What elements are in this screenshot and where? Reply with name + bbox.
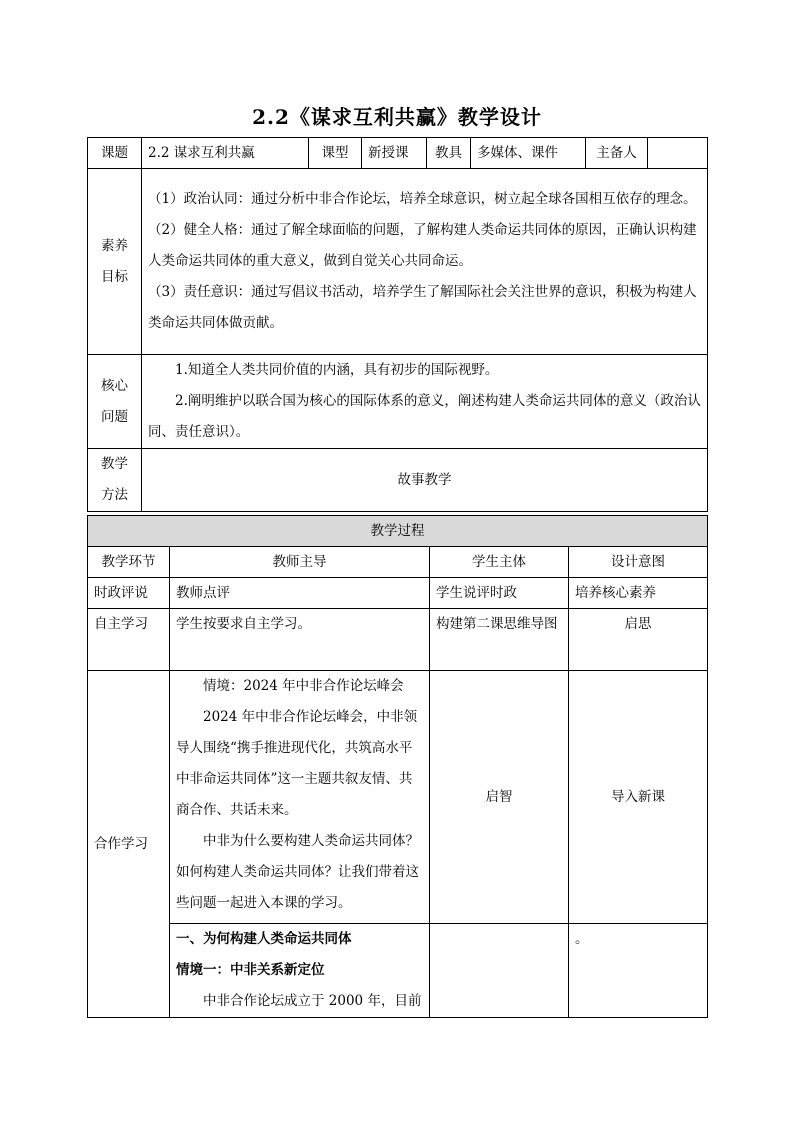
process-table [87, 515, 708, 1018]
coop-label: 合作学习 [88, 671, 170, 1018]
coop-teacher-para: 情境：2024 年中非合作论坛峰会 [203, 678, 404, 694]
coop-intent: 导入新课 [569, 671, 708, 924]
student-activity: 构建第二课思维导图 [436, 616, 558, 632]
table-cell [430, 609, 569, 671]
method-label [88, 449, 142, 512]
coop-teacher-para: 2024 年中非合作论坛峰会，中非领导人围绕“携手推进现代化，共筑高水平中非命运共同体”这一主题共叙友情、共商合作、共话未来。 [176, 709, 418, 818]
info-table [87, 137, 708, 512]
table-cell: 学生说评时政 [430, 578, 569, 609]
col-header: 教师主导 [170, 547, 430, 578]
core-label-line2: 问题 [101, 408, 128, 425]
method-value: 故事教学 [142, 449, 708, 512]
section-heading: 一、为何构建人类命运共同体 [176, 931, 352, 947]
table-cell: 自主学习 [88, 609, 170, 671]
literacy-item: （3）责任意识：通过写倡议书活动，培养学生了解国际社会关注世界的意识，积极为构建人类命运共同体做贡献。 [148, 284, 697, 331]
table-cell [430, 924, 569, 1018]
tools-value: 多媒体、课件 [471, 138, 586, 169]
literacy-label-line2: 目标 [101, 268, 128, 285]
coop-teacher [170, 671, 430, 924]
literacy-item: （1）政治认同：通过分析中非合作论坛，培养全球意识，树立起全球各国相互依存的理念。 [148, 191, 697, 207]
literacy-item: （2）健全人格：通过了解全球面临的问题，了解构建人类命运共同体的原因，正确认识构建人类命运共同体的重大意义，做到自觉关心共同命运。 [148, 222, 697, 269]
last-intent: 。 [575, 931, 589, 947]
type-label: 课型 [309, 138, 362, 169]
page-title: 2.2《谋求互利共赢》教学设计 [252, 105, 542, 129]
tools-label: 教具 [427, 138, 471, 169]
scenario-heading: 情境一：中非关系新定位 [176, 962, 325, 978]
col-header: 学生主体 [430, 547, 569, 578]
core-label-line1: 核心 [101, 377, 128, 394]
topic-value: 2.2 谋求互利共赢 [142, 138, 309, 169]
col-header: 教学环节 [88, 547, 170, 578]
literacy-content [142, 169, 708, 355]
preparer-label: 主备人 [586, 138, 648, 169]
topic-label: 课题 [88, 138, 142, 169]
process-header: 教学过程 [88, 516, 708, 547]
table-cell: 学生按要求自主学习。 [170, 609, 430, 671]
core-item: 2.阐明维护以联合国为核心的国际体系的意义，阐述构建人类命运共同体的意义（政治认同、责任意识）。 [148, 393, 701, 440]
scenario-text: 中非合作论坛成立于 2000 年，目前 [203, 993, 422, 1009]
coop-student: 启智 [430, 671, 569, 924]
method-label-line2: 方法 [101, 487, 128, 503]
table-cell: 教师点评 [170, 578, 430, 609]
method-label-line1: 教学 [101, 456, 128, 472]
core-item: 1.知道全人类共同价值的内涵，具有初步的国际视野。 [175, 362, 499, 378]
table-cell: 培养核心素养 [569, 578, 708, 609]
core-content [142, 355, 708, 449]
coop-teacher-para: 中非为什么要构建人类命运共同体？如何构建人类命运共同体？让我们带着这些问题一起进入本课的学习。 [176, 833, 419, 911]
coop-teacher-section [170, 924, 430, 1018]
table-cell: 启思 [569, 609, 708, 671]
type-value: 新授课 [362, 138, 427, 169]
core-label [88, 355, 142, 449]
table-cell: 时政评说 [88, 578, 170, 609]
literacy-label [88, 169, 142, 355]
col-header: 设计意图 [569, 547, 708, 578]
preparer-value [648, 138, 708, 169]
literacy-label-line1: 素养 [101, 237, 128, 254]
